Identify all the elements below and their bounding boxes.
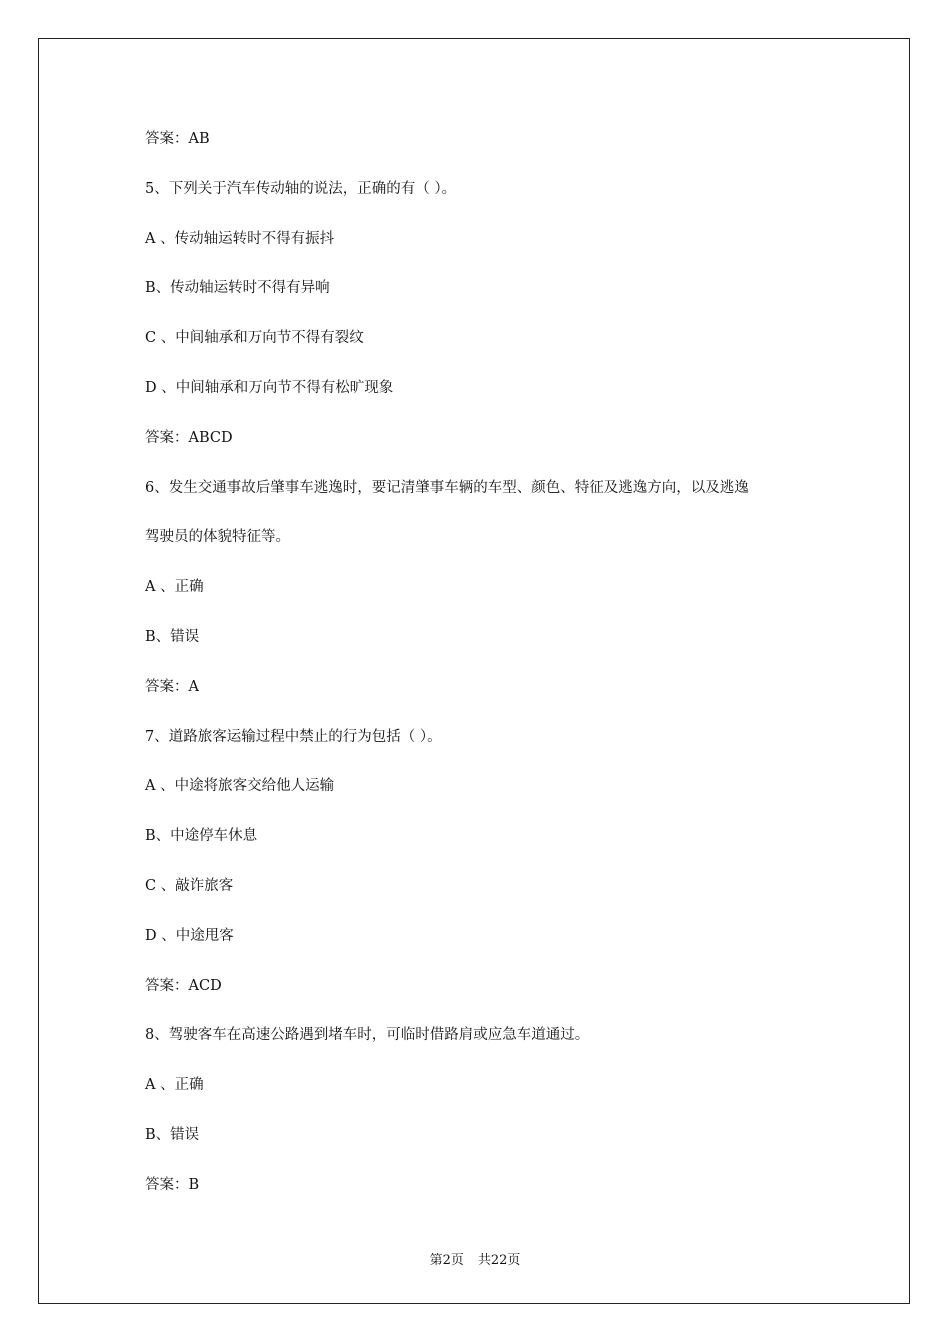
question-6-continued: 驾驶员的体貌特征等。 — [145, 529, 290, 546]
option-line: B、错误 — [145, 1126, 200, 1143]
answer-line: 答案：ABCD — [145, 429, 233, 446]
page-footer — [0, 1249, 950, 1268]
option-line: C 、敲诈旅客 — [145, 877, 234, 894]
option-line: A 、传动轴运转时不得有振抖 — [145, 230, 335, 247]
answer-line: 答案：B — [145, 1176, 200, 1193]
option-line: B、中途停车休息 — [145, 828, 258, 845]
page-content — [145, 127, 845, 1223]
answer-line: 答案：AB — [145, 131, 210, 147]
option-line: C 、中间轴承和万向节不得有裂纹 — [145, 330, 364, 347]
page-number: 第2页 — [429, 1253, 464, 1268]
option-line: A 、中途将旅客交给他人运输 — [145, 778, 335, 795]
question-8: 8、驾驶客车在高速公路遇到堵车时，可临时借路肩或应急车道通过。 — [145, 1027, 590, 1044]
option-line: A 、正确 — [145, 1077, 204, 1094]
question-5: 5、下列关于汽车传动轴的说法，正确的有（ ）。 — [145, 180, 457, 197]
page-total: 共22页 — [477, 1253, 521, 1268]
option-line: D 、中间轴承和万向节不得有松旷现象 — [145, 379, 394, 396]
option-line: D 、中途甩客 — [145, 927, 234, 944]
answer-line: 答案：A — [145, 678, 199, 695]
option-line: B、错误 — [145, 628, 200, 645]
answer-line: 答案：ACD — [145, 977, 222, 994]
question-7: 7、道路旅客运输过程中禁止的行为包括（ ）。 — [145, 728, 442, 745]
option-line: A 、正确 — [145, 579, 204, 596]
option-line: B、传动轴运转时不得有异响 — [145, 280, 330, 297]
question-6: 6、发生交通事故后肇事车逃逸时，要记清肇事车辆的车型、颜色、特征及逃逸方向，以及逃逸 — [145, 479, 749, 496]
